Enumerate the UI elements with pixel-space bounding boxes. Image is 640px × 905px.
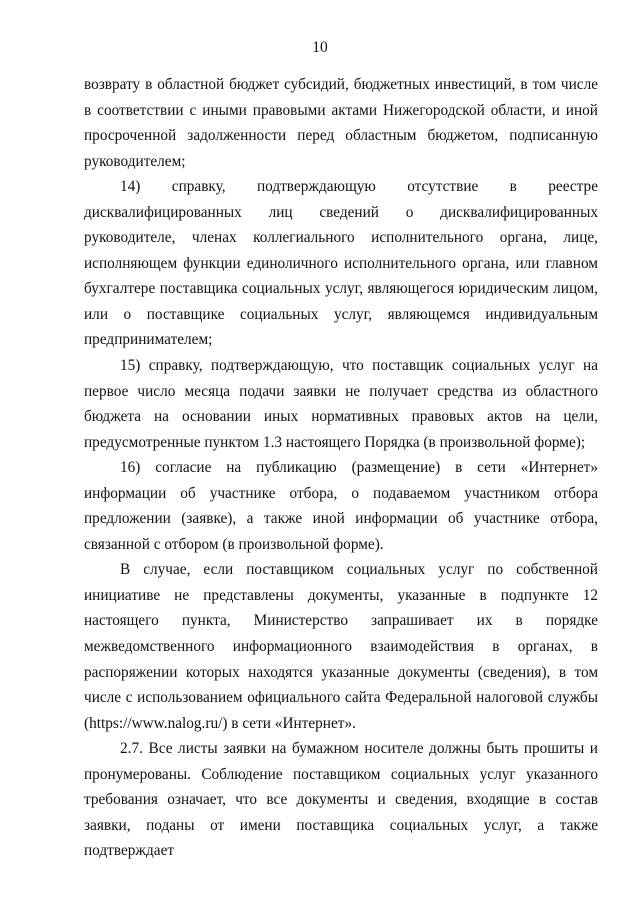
page-number: 10 [312,39,328,56]
paragraph-section-2-7: 2.7. Все листы заявки на бумажном носителе должны быть прошиты и пронумерованы. Соблюдение поставщиком социальных услуг указанного требования означает, что все документы и сведения, входящие в состав заявки, поданы от имени поставщика социальных услуг, а также подтверждает [84,740,598,860]
paragraph-item-14: 14) справку, подтверждающую отсутствие в реестре дисквалифицированных лиц сведений о дисквалифицированных руководителе, членах коллегиального исполнительного органа, лице, исполняющем функции единоличного исполнительного органа, или главном бухгалтере поставщика социальных услуг, являющегося юридическим лицом, или о поставщике социальных услуг, являющемся индивидуальным предпринимателем; [84,178,598,349]
paragraph-interagency-request: В случае, если поставщиком социальных услуг по собственной инициативе не представлены документы, указанные в подпункте 12 настоящего пункта, Министерство запрашивает их в порядке межведомственного информационного взаимодействия в органах, в распоряжении которых находятся указанные документы (сведения), в том числе с использованием официального сайта Федеральной налоговой службы (https://www.nalog.ru/) в сети «Интернет». [84,561,598,732]
paragraph-item-16: 16) согласие на публикацию (размещение) в сети «Интернет» информации об участнике отбора, о подаваемом участником отбора предложении (заявке), а также иной информации об участнике отбора, связанной с отбором (в произвольной форме). [84,459,598,553]
paragraph-item-15: 15) справку, подтверждающую, что поставщик социальных услуг на первое число месяца подачи заявки не получает средства из областного бюджета на основании иных нормативных правовых актов на цели, предусмотренные пунктом 1.3 настоящего Порядка (в произвольной форме); [84,357,598,451]
paragraph-continuation: возврату в областной бюджет субсидий, бюджетных инвестиций, в том числе в соответствии с иными правовыми актами Нижегородской области, и иной просроченной задолженности перед областным бюджетом, подписанную руководителем; [84,76,598,170]
document-body [84,72,598,864]
